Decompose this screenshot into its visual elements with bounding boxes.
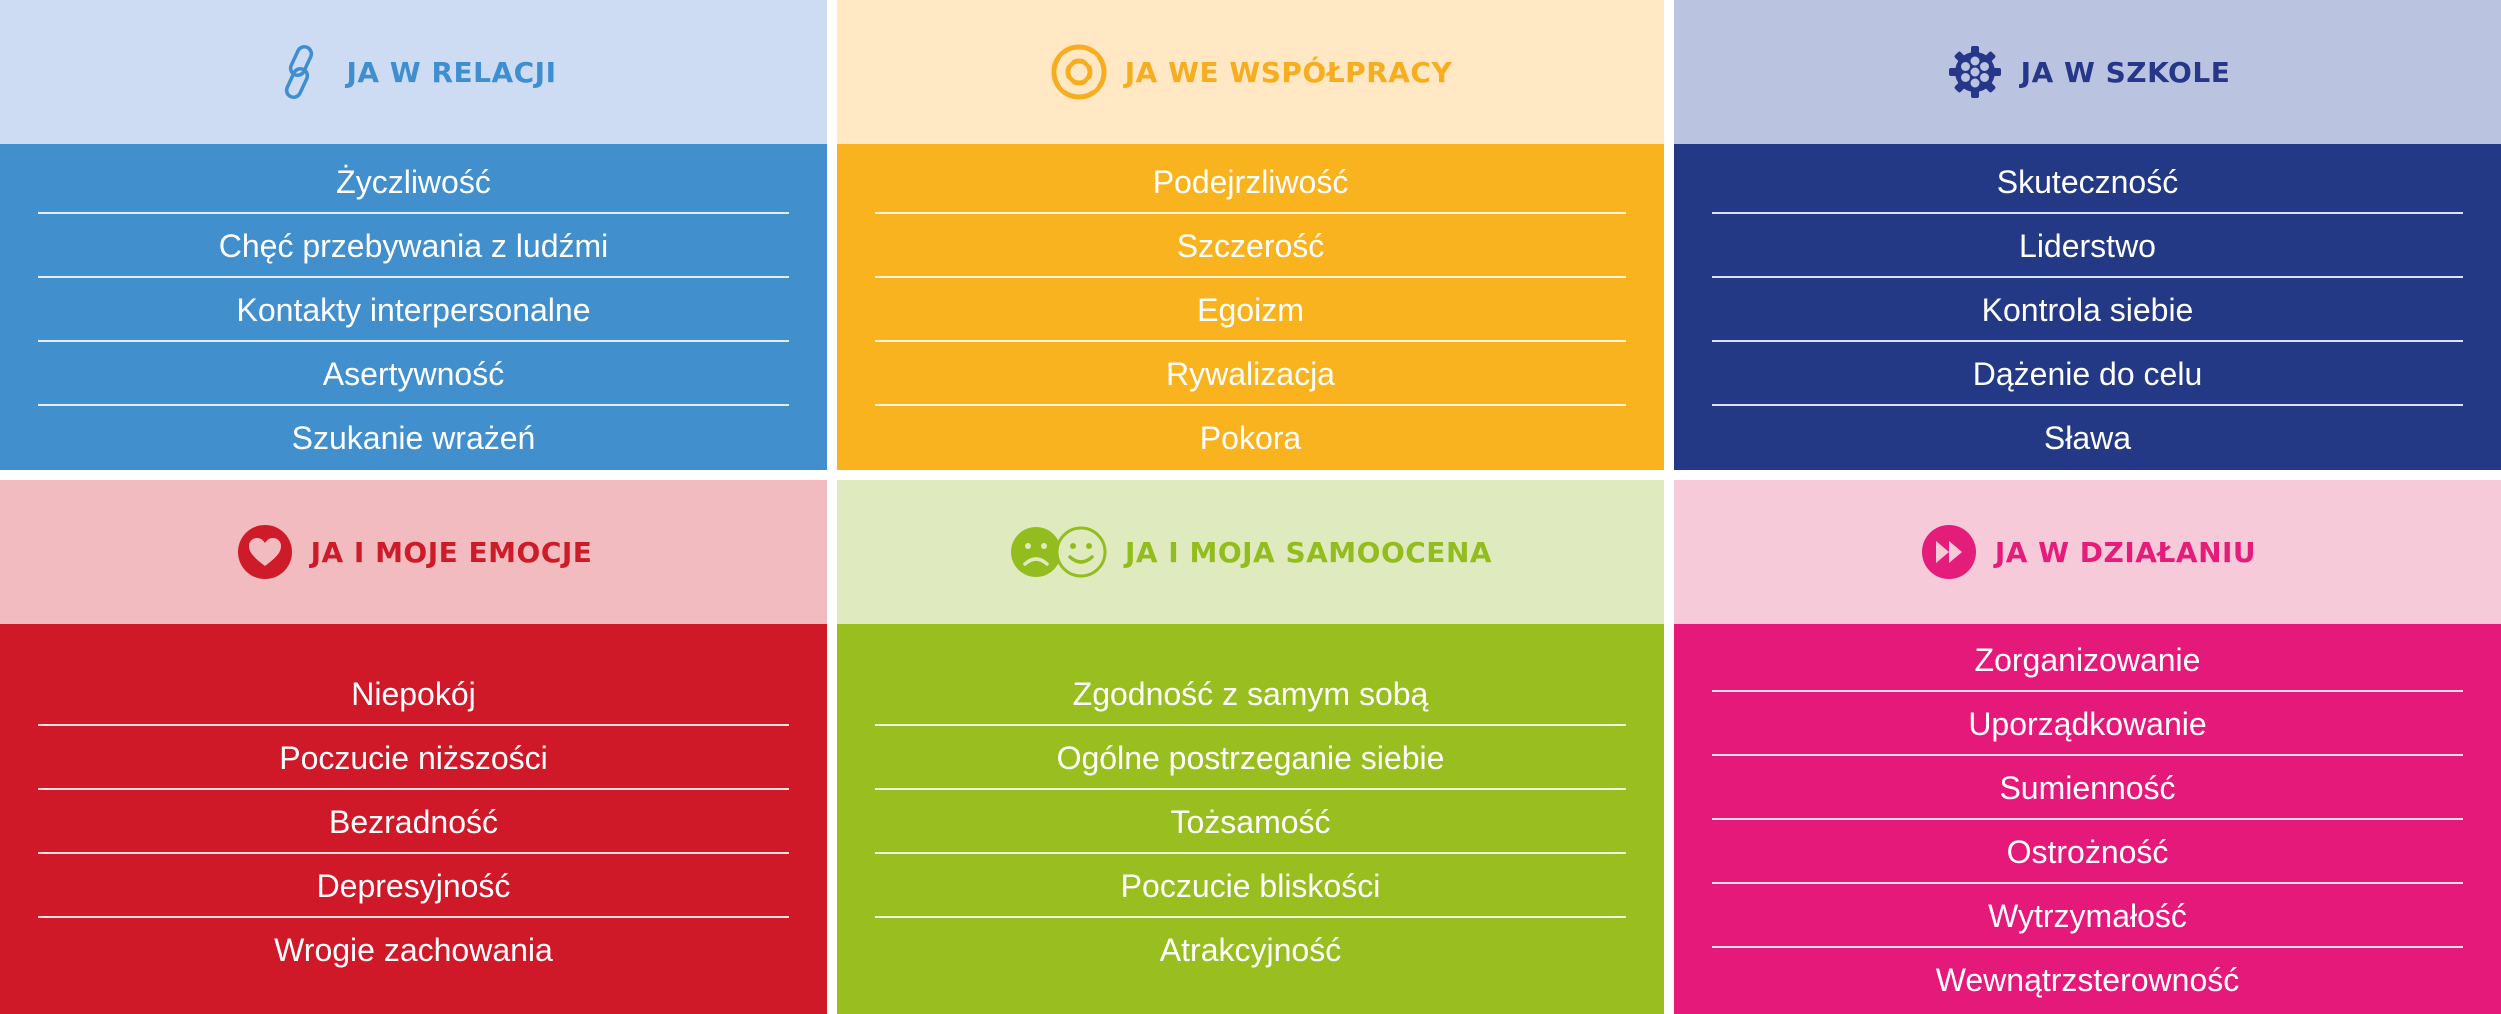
card-header: [837, 480, 1664, 624]
list-item: Dążenie do celu: [1712, 342, 2463, 406]
list-item: Bezradność: [38, 790, 789, 854]
card-ja-i-moja-samoocena: [837, 480, 1664, 1014]
list-item: Asertywność: [38, 342, 789, 406]
trait-list: [875, 662, 1626, 982]
list-item: Kontakty interpersonalne: [38, 278, 789, 342]
list-item: Liderstwo: [1712, 214, 2463, 278]
card-title: JA W RELACJI: [346, 55, 557, 89]
trait-list: [875, 150, 1626, 470]
lifebuoy-icon: [1049, 42, 1109, 102]
fast-forward-icon: [1919, 522, 1979, 582]
card-header: [1674, 480, 2501, 624]
list-item: Poczucie niższości: [38, 726, 789, 790]
list-item: Rywalizacja: [875, 342, 1626, 406]
card-body: [837, 624, 1664, 1014]
trait-list: [1712, 628, 2463, 1012]
card-title: JA I MOJE EMOCJE: [310, 535, 593, 569]
list-item: Tożsamość: [875, 790, 1626, 854]
list-item: Poczucie bliskości: [875, 854, 1626, 918]
list-item: Zorganizowanie: [1712, 628, 2463, 692]
trait-list: [38, 150, 789, 470]
card-header: [0, 480, 827, 624]
list-item: Pokora: [1199, 420, 1302, 456]
list-item: Podejrzliwość: [875, 150, 1626, 214]
card-ja-w-szkole: [1674, 0, 2501, 470]
list-item: Wytrzymałość: [1712, 884, 2463, 948]
list-item: Kontrola siebie: [1712, 278, 2463, 342]
card-header: [1674, 0, 2501, 144]
card-body: [837, 144, 1664, 470]
list-item: Skuteczność: [1712, 150, 2463, 214]
list-item: Egoizm: [875, 278, 1626, 342]
list-item: Sława: [2043, 420, 2132, 456]
list-item: Ostrożność: [1712, 820, 2463, 884]
link-icon: [270, 42, 330, 102]
trait-list: [38, 662, 789, 982]
list-item: Depresyjność: [38, 854, 789, 918]
card-body: [1674, 624, 2501, 1014]
list-item: Sumienność: [1712, 756, 2463, 820]
card-ja-i-moje-emocje: [0, 480, 827, 1014]
gear-icon: [1945, 42, 2005, 102]
card-header: [837, 0, 1664, 144]
card-body: [0, 144, 827, 470]
card-ja-w-relacji: [0, 0, 827, 470]
list-item: Ogólne postrzeganie siebie: [875, 726, 1626, 790]
card-body: [0, 624, 827, 1014]
list-item: Szczerość: [875, 214, 1626, 278]
list-item: Chęć przebywania z ludźmi: [38, 214, 789, 278]
card-title: JA W SZKOLE: [2020, 55, 2231, 89]
trait-list: [1712, 150, 2463, 470]
list-item: Uporządkowanie: [1712, 692, 2463, 756]
list-item: Wewnątrzsterowność: [1935, 962, 2240, 998]
card-title: JA W DZIAŁANIU: [1994, 535, 2257, 569]
card-title: JA I MOJA SAMOOCENA: [1124, 535, 1493, 569]
list-item: Atrakcyjność: [1159, 932, 1342, 968]
list-item: Szukanie wrażeń: [291, 420, 536, 456]
sad-happy-faces-icon: [1009, 522, 1109, 582]
card-body: [1674, 144, 2501, 470]
card-ja-w-dzialaniu: [1674, 480, 2501, 1014]
list-item: Wrogie zachowania: [274, 932, 553, 968]
heart-icon: [235, 522, 295, 582]
list-item: Zgodność z samym sobą: [875, 662, 1626, 726]
card-header: [0, 0, 827, 144]
list-item: Życzliwość: [38, 150, 789, 214]
list-item: Niepokój: [38, 662, 789, 726]
card-title: JA WE WSPÓŁPRACY: [1124, 55, 1453, 89]
card-ja-we-wspolpracy: [837, 0, 1664, 470]
